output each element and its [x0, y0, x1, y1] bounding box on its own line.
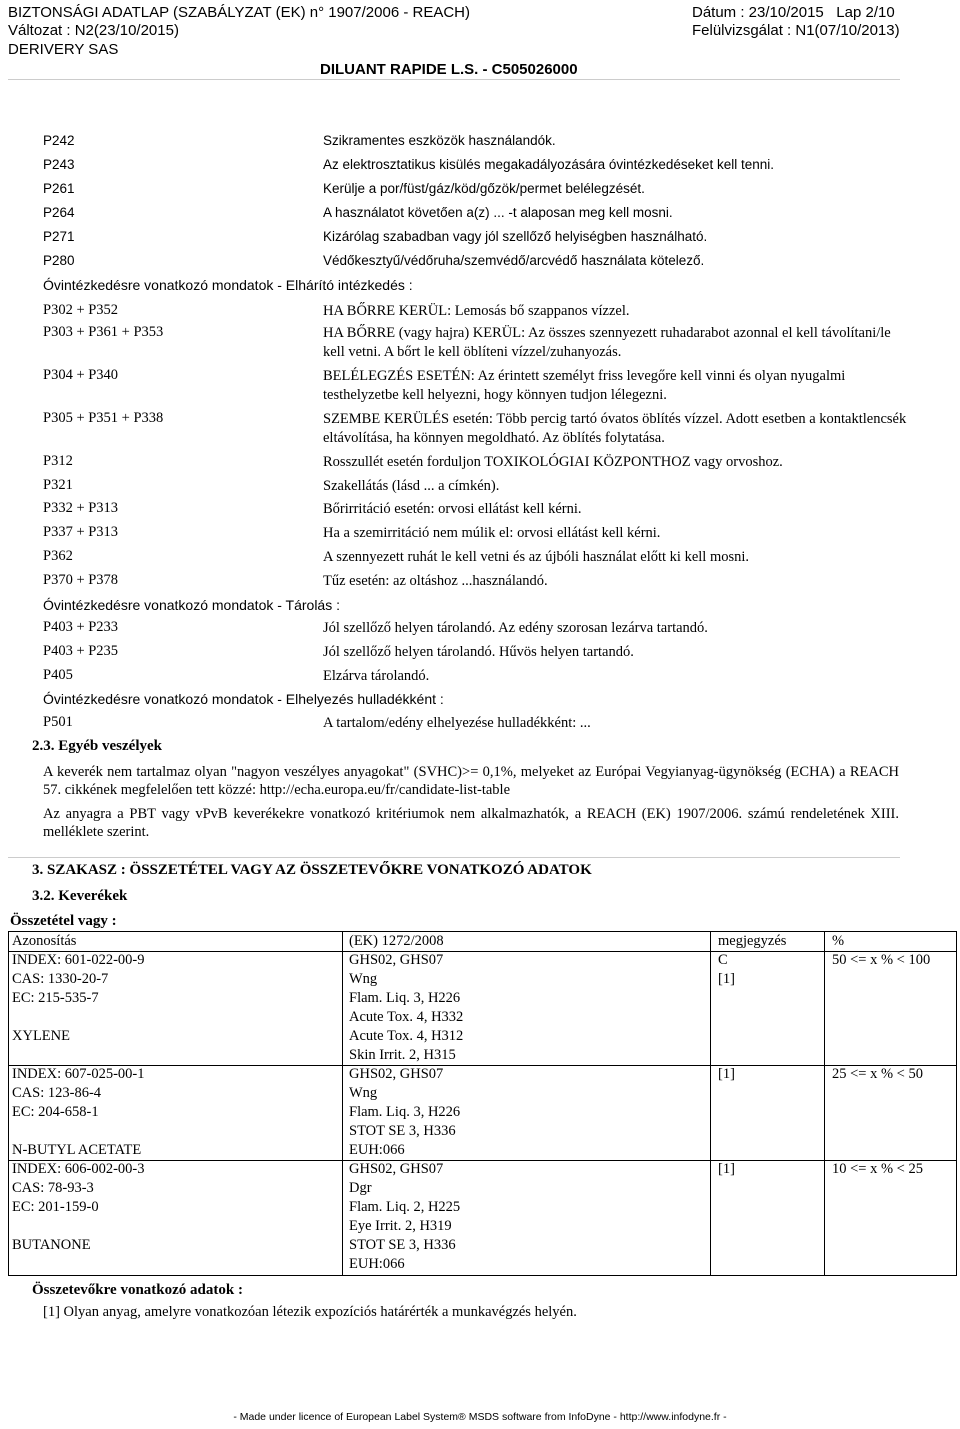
classification-line: Flam. Liq. 3, H226 [349, 1104, 461, 1120]
p-text: Jól szellőző helyen tárolandó. Az edény szorosan lezárva tartandó. [323, 620, 708, 636]
classification-line: Eye Irrit. 2, H319 [349, 1218, 452, 1234]
p-text: Bőrirritáció esetén: orvosi ellátást kell kérni. [323, 501, 582, 517]
p-text: Szakellátás (lásd ... a címkén). [323, 478, 500, 494]
p-code: P403 + P235 [43, 643, 119, 659]
component-data-title: Összetevőkre vonatkozó adatok : [32, 1282, 243, 1298]
section-3-2-title: 3.2. Keverékek [32, 888, 128, 904]
page-footer: - Made under licence of European Label System® MSDS software from InfoDyne - http://www.infodyne.fr - [233, 1411, 727, 1423]
spacer [12, 1217, 145, 1236]
percent-cell: 25 <= x % < 50 [832, 1066, 923, 1082]
p-code: P501 [43, 714, 73, 730]
p-code: P321 [43, 477, 73, 493]
p-text: A tartalom/edény elhelyezése hulladékként: ... [323, 715, 591, 731]
p-code: P261 [43, 181, 75, 196]
p-code: P362 [43, 548, 73, 564]
p-code: P303 + P361 + P353 [43, 324, 164, 340]
note-line: [1] [718, 971, 735, 987]
classification-cell [349, 951, 463, 1065]
component-name: N-BUTYL ACETATE [12, 1142, 142, 1158]
table-row-divider [9, 1160, 956, 1161]
composition-title: Összetétel vagy : [10, 913, 117, 929]
document-date: Dátum : 23/10/2015 [692, 4, 824, 21]
ec-number: EC: 215-535-7 [12, 990, 99, 1006]
classification-line: GHS02, GHS07 [349, 952, 444, 968]
cas-number: CAS: 78-93-3 [12, 1180, 94, 1196]
p-text: Kizárólag szabadban vagy jól szellőző helyiségben használható. [323, 229, 708, 244]
p-code: P243 [43, 157, 75, 172]
component-name: XYLENE [12, 1028, 70, 1044]
classification-line: GHS02, GHS07 [349, 1161, 444, 1177]
document-revision: Felülvizsgálat : N1(07/10/2013) [692, 22, 900, 39]
p-text: Szikramentes eszközök használandók. [323, 133, 556, 148]
p-text: HA BŐRRE (vagy hajra) KERÜL: Az összes szennyezett ruhadarabot azonnal el kell távolítani/le kell vetni. A bőrt le kell öblíteni vízzel/zuhanyozás. [323, 325, 891, 360]
ec-number: EC: 204-658-1 [12, 1104, 99, 1120]
table-column-divider [710, 932, 711, 1275]
table-row-divider [9, 951, 956, 952]
p-code: P370 + P378 [43, 572, 119, 588]
p-text: SZEMBE KERÜLÉS esetén: Több percig tartó óvatos öblítés vízzel. Adott esetben a kontaktlencsék eltávolítása, ha könnyen megoldható. Az öblítés folytatása. [323, 411, 907, 446]
table-row-divider [9, 1065, 956, 1066]
p-text: Rosszullét esetén forduljon TOXIKOLÓGIAI KÖZPONTHOZ vagy orvoshoz. [323, 454, 783, 470]
classification-line: Acute Tox. 4, H332 [349, 1009, 464, 1025]
p-text: Ha a szemirritáció nem múlik el: orvosi ellátást kell kérni. [323, 525, 661, 541]
p-text: Az elektrosztatikus kisülés megakadályozására óvintézkedéseket kell tenni. [323, 157, 774, 172]
classification-line: EUH:066 [349, 1256, 405, 1272]
p-text: A szennyezett ruhát le kell vetni és az újbóli használat előtt ki kell mosni. [323, 549, 750, 565]
company-name: DERIVERY SAS [8, 41, 119, 58]
pbt-paragraph: Az anyagra a PBT vagy vPvB keverékekre vonatkozó kritériumok nem alkalmazhatók, a REACH (EK) 1907/2006. számú rendeletének XIII. melléklete szerint. [43, 806, 899, 840]
classification-line: Wng [349, 971, 378, 987]
p-code: P312 [43, 453, 73, 469]
component-id-cell [12, 951, 145, 1046]
classification-line: Wng [349, 1085, 378, 1101]
document-header [8, 0, 900, 80]
cas-number: CAS: 123-86-4 [12, 1085, 102, 1101]
p-text: Jól szellőző helyen tárolandó. Hűvös helyen tartandó. [323, 644, 634, 660]
section-divider [8, 857, 900, 858]
svhc-paragraph: A keverék nem tartalmaz olyan "nagyon veszélyes anyagokat" (SVHC)>= 0,1%, melyeket az Európai Vegyianyag-ügynökség (ECHA) a REACH 57. cikkének megfelelően tett közzé: http://echa.europa.eu/fr/candidate-list-table [43, 764, 899, 798]
note-cell: [1] [718, 1066, 735, 1082]
percent-cell: 50 <= x % < 100 [832, 952, 931, 968]
document-date-page [692, 4, 895, 21]
classification-line: Skin Irrit. 2, H315 [349, 1047, 456, 1063]
classification-cell [349, 1160, 460, 1274]
table-header: Azonosítás [12, 933, 77, 949]
classification-cell [349, 1065, 460, 1160]
page-number: Lap 2/10 [836, 4, 895, 21]
p-code: P337 + P313 [43, 524, 119, 540]
p-code: P405 [43, 667, 73, 683]
p-code: P304 + P340 [43, 367, 119, 383]
p-text: Elzárva tárolandó. [323, 668, 430, 684]
p-code: P242 [43, 133, 75, 148]
section-3-title: 3. SZAKASZ : ÖSSZETÉTEL VAGY AZ ÖSSZETEVŐKRE VONATKOZÓ ADATOK [32, 862, 592, 878]
index-number: INDEX: 601-022-00-9 [12, 952, 145, 968]
index-number: INDEX: 607-025-00-1 [12, 1066, 145, 1082]
component-name: BUTANONE [12, 1237, 91, 1253]
p-text: HA BŐRRE KERÜL: Lemosás bő szappanos vízzel. [323, 303, 630, 319]
classification-line: STOT SE 3, H336 [349, 1237, 456, 1253]
storage-header: Óvintézkedésre vonatkozó mondatok - Tárolás : [43, 597, 341, 613]
spacer [12, 1008, 145, 1027]
p-code: P271 [43, 229, 75, 244]
header-divider [8, 79, 900, 80]
note-cell: [1] [718, 1161, 735, 1177]
table-header: (EK) 1272/2008 [349, 933, 444, 949]
p-code: P280 [43, 253, 75, 268]
classification-line: Flam. Liq. 3, H226 [349, 990, 461, 1006]
p-code: P264 [43, 205, 75, 220]
index-number: INDEX: 606-002-00-3 [12, 1161, 145, 1177]
document-version: Változat : N2(23/10/2015) [8, 22, 179, 39]
document-title: BIZTONSÁGI ADATLAP (SZABÁLYZAT (EK) n° 1907/2006 - REACH) [8, 4, 470, 21]
p-code: P302 + P352 [43, 302, 119, 318]
p-text: Védőkesztyű/védőruha/szemvédő/arcvédő használata kötelező. [323, 253, 705, 268]
table-header: % [832, 933, 845, 949]
disposal-header: Óvintézkedésre vonatkozó mondatok - Elhelyezés hulladékként : [43, 691, 444, 707]
note-line: C [718, 952, 728, 968]
section-2-3-title: 2.3. Egyéb veszélyek [32, 738, 162, 754]
percent-cell: 10 <= x % < 25 [832, 1161, 923, 1177]
p-code: P332 + P313 [43, 500, 119, 516]
classification-line: Acute Tox. 4, H312 [349, 1028, 464, 1044]
composition-table [8, 931, 957, 1276]
ec-number: EC: 201-159-0 [12, 1199, 99, 1215]
p-text: Tűz esetén: az oltáshoz ...használandó. [323, 573, 548, 589]
note-cell [718, 951, 735, 989]
component-id-cell [12, 1065, 145, 1160]
table-header: megjegyzés [718, 933, 787, 949]
spacer [12, 1122, 145, 1141]
p-code: P403 + P233 [43, 619, 119, 635]
product-name: DILUANT RAPIDE L.S. - C505026000 [320, 61, 578, 78]
classification-line: STOT SE 3, H336 [349, 1123, 456, 1139]
p-text: A használatot követően a(z) ... -t alaposan meg kell mosni. [323, 205, 673, 220]
p-code: P305 + P351 + P338 [43, 410, 164, 426]
p-text: BELÉLEGZÉS ESETÉN: Az érintett személyt friss levegőre kell vinni és olyan nyugalmi testhelyzetbe kell helyezni, hogy könnyen tudjon lélegezni. [323, 368, 846, 403]
classification-line: Dgr [349, 1180, 372, 1196]
classification-line: GHS02, GHS07 [349, 1066, 444, 1082]
cas-number: CAS: 1330-20-7 [12, 971, 109, 987]
response-header: Óvintézkedésre vonatkozó mondatok - Elhárító intézkedés : [43, 277, 413, 293]
footnote: [1] Olyan anyag, amelyre vonatkozóan létezik expozíciós határérték a munkavégzés helyén. [43, 1304, 577, 1320]
classification-line: EUH:066 [349, 1142, 405, 1158]
component-id-cell [12, 1160, 145, 1255]
p-text: Kerülje a por/füst/gáz/köd/gőzök/permet belélegzését. [323, 181, 645, 196]
table-column-divider [342, 932, 343, 1275]
table-column-divider [824, 932, 825, 1275]
classification-line: Flam. Liq. 2, H225 [349, 1199, 461, 1215]
